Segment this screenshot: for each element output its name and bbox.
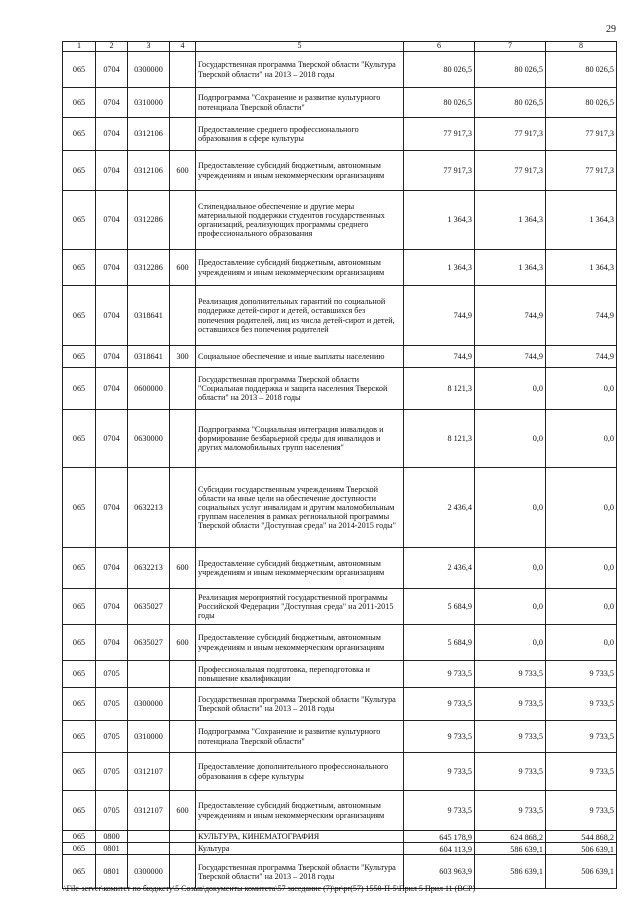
table-row: [63, 753, 617, 791]
target-article-code: 0312286: [128, 250, 170, 286]
item-name: Субсидии государственным учреждениям Тверской области на иные цели на обеспечение доступности социальных услуг инвалидам и другим маломобильным группам населения в рамках региональной программы Тверской области "Доступная среда" на 2014-2015 годы": [196, 468, 404, 548]
amount-year-2: 77 917,3: [475, 118, 546, 151]
amount-year-3: 77 917,3: [546, 118, 617, 151]
amount-year-1: 9 733,5: [404, 721, 475, 753]
expense-type-code: [170, 368, 196, 410]
target-article-code: 0312106: [128, 118, 170, 151]
kvsr-code: 065: [63, 151, 96, 191]
kvsr-code: 065: [63, 118, 96, 151]
amount-year-1: 77 917,3: [404, 118, 475, 151]
amount-year-1: 2 436,4: [404, 468, 475, 548]
header-cell: 5: [196, 42, 404, 52]
amount-year-3: 80 026,5: [546, 88, 617, 118]
item-name: Государственная программа Тверской области "Культура Тверской области" на 2013 – 2018 годы: [196, 688, 404, 721]
item-name: Предоставление субсидий бюджетным, автономным учреждениям и иным некоммерческим организациям: [196, 548, 404, 589]
expense-type-code: [170, 843, 196, 855]
table-row: [63, 468, 617, 548]
expense-type-code: 600: [170, 548, 196, 589]
amount-year-1: 80 026,5: [404, 88, 475, 118]
target-article-code: 0312106: [128, 151, 170, 191]
amount-year-1: 9 733,5: [404, 688, 475, 721]
item-name: Государственная программа Тверской области "Культура Тверской области" на 2013 – 2018 годы: [196, 52, 404, 88]
amount-year-3: 506 639,1: [546, 843, 617, 855]
kvsr-code: 065: [63, 368, 96, 410]
header-cell: 4: [170, 42, 196, 52]
kvsr-code: 065: [63, 753, 96, 791]
target-article-code: 0300000: [128, 52, 170, 88]
amount-year-2: 744,9: [475, 286, 546, 346]
item-name: Подпрограмма "Социальная интеграция инвалидов и формирование безбарьерной среды для инвалидов и других маломобильных групп населения": [196, 410, 404, 468]
amount-year-2: 0,0: [475, 368, 546, 410]
target-article-code: 0600000: [128, 368, 170, 410]
amount-year-3: 77 917,3: [546, 151, 617, 191]
table-row: [63, 250, 617, 286]
kvsr-code: 065: [63, 286, 96, 346]
amount-year-3: 0,0: [546, 548, 617, 589]
table-row: [63, 286, 617, 346]
kvsr-code: 065: [63, 589, 96, 625]
item-name: Государственная программа Тверской области "Социальная поддержка и защита населения Тверской области" на 2013 – 2018 годы: [196, 368, 404, 410]
file-path-footer: \\File-server\комитет по бюджету\5 Созыв\документы комитета\57 заседание (7)\pr\pr(57) 1550-П-5\Прил 5 Прил 11 (ВСР): [62, 884, 476, 893]
amount-year-3: 9 733,5: [546, 688, 617, 721]
expense-type-code: [170, 88, 196, 118]
kvsr-code: 065: [63, 410, 96, 468]
target-article-code: 0318641: [128, 346, 170, 368]
target-article-code: [128, 661, 170, 688]
table-row: [63, 688, 617, 721]
amount-year-2: 9 733,5: [475, 661, 546, 688]
section-code: 0704: [96, 548, 128, 589]
item-name: Стипендиальное обеспечение и другие меры материальной поддержки студентов государственных организаций, реализующих программы среднего профессионального образования: [196, 191, 404, 250]
table-row: [63, 410, 617, 468]
expense-type-code: [170, 286, 196, 346]
item-name: Предоставление субсидий бюджетным, автономным учреждениям и иным некоммерческим организациям: [196, 250, 404, 286]
target-article-code: 0318641: [128, 286, 170, 346]
item-name: Предоставление дополнительного профессионального образования в сфере культуры: [196, 753, 404, 791]
kvsr-code: 065: [63, 468, 96, 548]
expense-type-code: [170, 468, 196, 548]
table-row: [63, 346, 617, 368]
amount-year-3: 9 733,5: [546, 721, 617, 753]
header-cell: 2: [96, 42, 128, 52]
expense-type-code: [170, 831, 196, 843]
amount-year-3: 0,0: [546, 625, 617, 661]
section-code: 0704: [96, 589, 128, 625]
amount-year-1: 1 364,3: [404, 250, 475, 286]
amount-year-3: 1 364,3: [546, 191, 617, 250]
table-row: [63, 589, 617, 625]
kvsr-code: 065: [63, 625, 96, 661]
item-name: Культура: [196, 843, 404, 855]
amount-year-2: 1 364,3: [475, 191, 546, 250]
section-code: 0705: [96, 661, 128, 688]
amount-year-2: 586 639,1: [475, 843, 546, 855]
kvsr-code: 065: [63, 721, 96, 753]
expense-type-code: [170, 721, 196, 753]
expense-type-code: [170, 191, 196, 250]
amount-year-2: 9 733,5: [475, 688, 546, 721]
item-name: Реализация дополнительных гарантий по социальной поддержке детей-сирот и детей, оставшихся без попечения родителей, лиц из числа детей-сирот и детей, оставшихся без попечения родителей: [196, 286, 404, 346]
amount-year-2: 9 733,5: [475, 721, 546, 753]
target-article-code: 0312107: [128, 791, 170, 831]
amount-year-3: 9 733,5: [546, 661, 617, 688]
amount-year-2: 9 733,5: [475, 753, 546, 791]
target-article-code: 0632213: [128, 468, 170, 548]
amount-year-1: 604 113,9: [404, 843, 475, 855]
amount-year-2: 77 917,3: [475, 151, 546, 191]
section-code: 0704: [96, 191, 128, 250]
page-number: 29: [606, 24, 616, 35]
header-row: [63, 42, 617, 52]
target-article-code: 0630000: [128, 410, 170, 468]
amount-year-2: 0,0: [475, 410, 546, 468]
header-cell: 7: [475, 42, 546, 52]
kvsr-code: 065: [63, 791, 96, 831]
amount-year-3: 80 026,5: [546, 52, 617, 88]
table-row: [63, 118, 617, 151]
section-code: 0705: [96, 721, 128, 753]
section-code: 0704: [96, 286, 128, 346]
table-row: [63, 843, 617, 855]
amount-year-2: 744,9: [475, 346, 546, 368]
section-code: 0704: [96, 410, 128, 468]
table-row: [63, 151, 617, 191]
amount-year-1: 80 026,5: [404, 52, 475, 88]
amount-year-2: 0,0: [475, 468, 546, 548]
amount-year-1: 1 364,3: [404, 191, 475, 250]
amount-year-1: 9 733,5: [404, 661, 475, 688]
section-code: 0704: [96, 625, 128, 661]
target-article-code: 0312286: [128, 191, 170, 250]
section-code: 0704: [96, 151, 128, 191]
item-name: Государственная программа Тверской области "Культура Тверской области" на 2013 – 2018 годы: [196, 855, 404, 889]
header-cell: 3: [128, 42, 170, 52]
expense-type-code: [170, 688, 196, 721]
amount-year-2: 0,0: [475, 589, 546, 625]
kvsr-code: 065: [63, 843, 96, 855]
section-code: 0704: [96, 52, 128, 88]
amount-year-2: 0,0: [475, 548, 546, 589]
amount-year-1: 9 733,5: [404, 791, 475, 831]
section-code: 0801: [96, 843, 128, 855]
target-article-code: 0300000: [128, 855, 170, 889]
amount-year-1: 8 121,3: [404, 368, 475, 410]
table-row: [63, 548, 617, 589]
target-article-code: 0635027: [128, 625, 170, 661]
amount-year-1: 744,9: [404, 346, 475, 368]
amount-year-2: 586 639,1: [475, 855, 546, 889]
item-name: Предоставление субсидий бюджетным, автономным учреждениям и иным некоммерческим организациям: [196, 625, 404, 661]
amount-year-3: 0,0: [546, 368, 617, 410]
item-name: Подпрограмма "Сохранение и развитие культурного потенциала Тверской области": [196, 88, 404, 118]
target-article-code: [128, 831, 170, 843]
header-cell: 6: [404, 42, 475, 52]
amount-year-1: 9 733,5: [404, 753, 475, 791]
target-article-code: [128, 843, 170, 855]
amount-year-1: 8 121,3: [404, 410, 475, 468]
section-code: 0704: [96, 250, 128, 286]
expense-type-code: 300: [170, 346, 196, 368]
expense-type-code: [170, 410, 196, 468]
section-code: 0800: [96, 831, 128, 843]
item-name: Предоставление субсидий бюджетным, автономным учреждениям и иным некоммерческим организациям: [196, 151, 404, 191]
section-code: 0801: [96, 855, 128, 889]
table-row: [63, 52, 617, 88]
expense-type-code: 600: [170, 791, 196, 831]
amount-year-2: 624 868,2: [475, 831, 546, 843]
item-name: Социальное обеспечение и иные выплаты населению: [196, 346, 404, 368]
amount-year-1: 603 963,9: [404, 855, 475, 889]
amount-year-3: 9 733,5: [546, 753, 617, 791]
expense-type-code: 600: [170, 151, 196, 191]
kvsr-code: 065: [63, 855, 96, 889]
header-cell: 1: [63, 42, 96, 52]
amount-year-3: 506 639,1: [546, 855, 617, 889]
target-article-code: 0300000: [128, 688, 170, 721]
item-name: Предоставление субсидий бюджетным, автономным учреждениям и иным некоммерческим организациям: [196, 791, 404, 831]
item-name: Профессиональная подготовка, переподготовка и повышение квалификации: [196, 661, 404, 688]
table-row: [63, 191, 617, 250]
target-article-code: 0310000: [128, 88, 170, 118]
kvsr-code: 065: [63, 191, 96, 250]
amount-year-2: 0,0: [475, 625, 546, 661]
target-article-code: 0635027: [128, 589, 170, 625]
item-name: КУЛЬТУРА, КИНЕМАТОГРАФИЯ: [196, 831, 404, 843]
section-code: 0704: [96, 88, 128, 118]
amount-year-3: 1 364,3: [546, 250, 617, 286]
table-row: [63, 791, 617, 831]
item-name: Предоставление среднего профессионального образования в сфере культуры: [196, 118, 404, 151]
kvsr-code: 065: [63, 346, 96, 368]
expense-type-code: [170, 589, 196, 625]
expense-type-code: [170, 52, 196, 88]
amount-year-2: 9 733,5: [475, 791, 546, 831]
kvsr-code: 065: [63, 88, 96, 118]
amount-year-3: 9 733,5: [546, 791, 617, 831]
kvsr-code: 065: [63, 52, 96, 88]
amount-year-3: 744,9: [546, 346, 617, 368]
item-name: Подпрограмма "Сохранение и развитие культурного потенциала Тверской области": [196, 721, 404, 753]
header-cell: 8: [546, 42, 617, 52]
expense-type-code: [170, 118, 196, 151]
expense-type-code: [170, 661, 196, 688]
amount-year-2: 80 026,5: [475, 52, 546, 88]
table-row: [63, 661, 617, 688]
section-code: 0705: [96, 688, 128, 721]
amount-year-3: 0,0: [546, 468, 617, 548]
amount-year-1: 5 684,9: [404, 589, 475, 625]
table-row: [63, 625, 617, 661]
item-name: Реализация мероприятий государственной программы Российской Федерации "Доступная среда" на 2011-2015 годы: [196, 589, 404, 625]
expense-type-code: 600: [170, 625, 196, 661]
amount-year-1: 744,9: [404, 286, 475, 346]
amount-year-2: 80 026,5: [475, 88, 546, 118]
table-row: [63, 368, 617, 410]
kvsr-code: 065: [63, 250, 96, 286]
table-row: [63, 831, 617, 843]
amount-year-1: 2 436,4: [404, 548, 475, 589]
amount-year-3: 744,9: [546, 286, 617, 346]
section-code: 0704: [96, 368, 128, 410]
kvsr-code: 065: [63, 831, 96, 843]
amount-year-3: 0,0: [546, 410, 617, 468]
amount-year-1: 645 178,9: [404, 831, 475, 843]
table-row: [63, 88, 617, 118]
amount-year-1: 5 684,9: [404, 625, 475, 661]
table-row: [63, 721, 617, 753]
section-code: 0705: [96, 753, 128, 791]
target-article-code: 0632213: [128, 548, 170, 589]
section-code: 0704: [96, 468, 128, 548]
target-article-code: 0312107: [128, 753, 170, 791]
kvsr-code: 065: [63, 661, 96, 688]
section-code: 0705: [96, 791, 128, 831]
kvsr-code: 065: [63, 688, 96, 721]
amount-year-3: 0,0: [546, 589, 617, 625]
budget-table: [62, 41, 617, 889]
section-code: 0704: [96, 346, 128, 368]
expense-type-code: 600: [170, 250, 196, 286]
amount-year-2: 1 364,3: [475, 250, 546, 286]
amount-year-1: 77 917,3: [404, 151, 475, 191]
section-code: 0704: [96, 118, 128, 151]
target-article-code: 0310000: [128, 721, 170, 753]
kvsr-code: 065: [63, 548, 96, 589]
amount-year-3: 544 868,2: [546, 831, 617, 843]
expense-type-code: [170, 753, 196, 791]
